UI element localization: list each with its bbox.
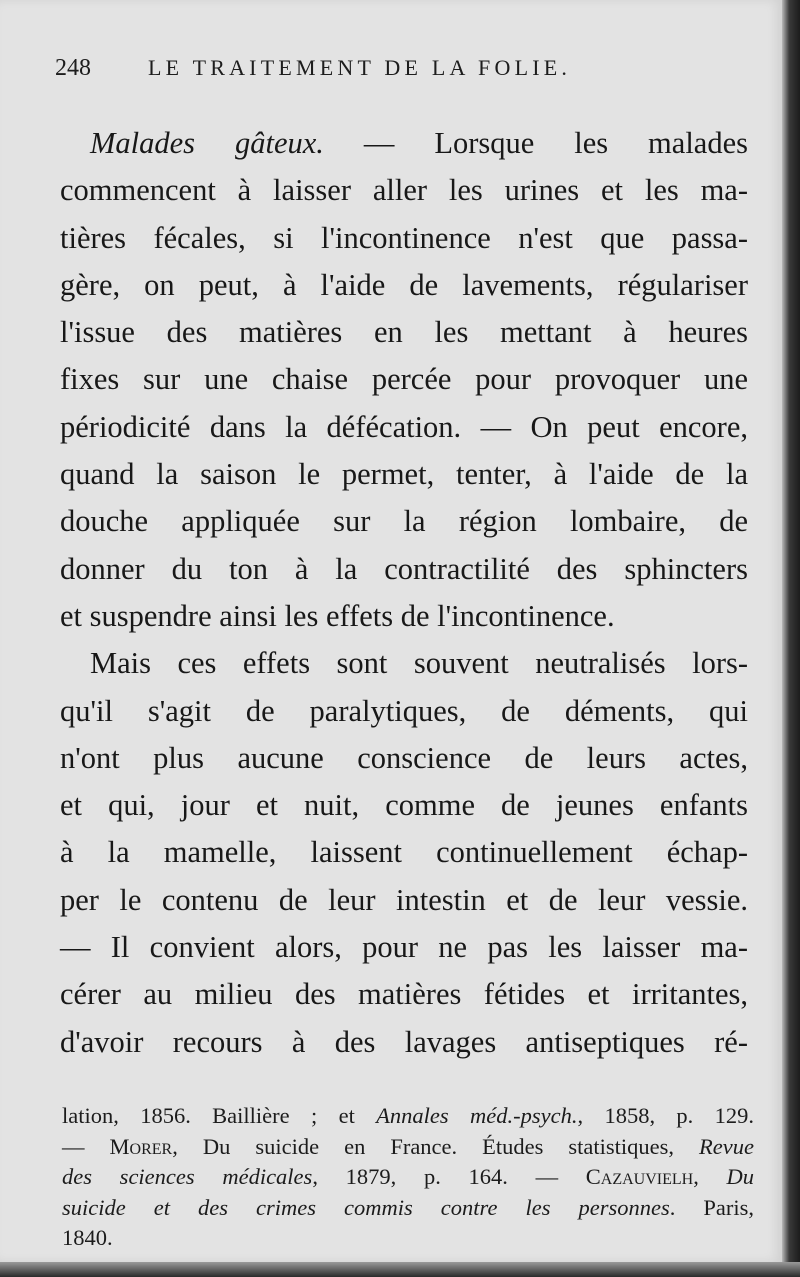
section-lead: Malades gâteux.	[90, 126, 324, 160]
footnote-line: 1840.	[62, 1225, 113, 1250]
text-span: suicide et des crimes commis contre les personnes	[62, 1194, 670, 1220]
text-line: douche appliquée sur la région lombaire, de	[60, 504, 748, 539]
text-line: à la mamelle, laissent continuellement échap-	[60, 835, 748, 870]
text-line: Mais ces effets sont souvent neutralisés lors-	[90, 646, 748, 681]
author-name: Cazauvielh	[585, 1164, 694, 1189]
text-line: n'ont plus aucune conscience de leurs actes,	[60, 740, 748, 775]
text-line: cérer au milieu des matières fétides et irritantes,	[60, 977, 748, 1012]
text-span: lation, 1856. Baillière ; et	[62, 1103, 377, 1128]
text-line: per le contenu de leur intestin et de leur vessie.	[60, 882, 748, 917]
text-line: — Il convient alors, pour ne pas les laisser ma-	[60, 930, 748, 965]
running-head	[55, 50, 655, 86]
text-line: donner du ton à la contractilité des sphincters	[60, 551, 748, 586]
text-line: et qui, jour et nuit, comme de jeunes enfants	[60, 788, 748, 823]
page-edge-right	[782, 0, 800, 1277]
text-line: et suspendre ainsi les effets de l'incontinence.	[60, 598, 615, 633]
text-span: ,	[693, 1164, 727, 1189]
text-span: , Du suicide en France. Études statistiques,	[172, 1133, 700, 1159]
footnote-line	[62, 1193, 754, 1224]
page-edge-bottom	[0, 1262, 800, 1277]
text-line	[60, 120, 748, 167]
main-text	[60, 120, 748, 1066]
text-line: l'issue des matières en les mettant à heures	[60, 315, 748, 350]
text-line: gère, on peut, à l'aide de lavements, régulariser	[60, 267, 748, 302]
running-title: LE TRAITEMENT DE LA FOLIE.	[148, 55, 572, 80]
text-span: , 1858, p. 129.	[577, 1103, 754, 1128]
footnote-line	[62, 1162, 754, 1193]
text-line: périodicité dans la défécation. — On peut encore,	[60, 409, 748, 444]
text-span: , 1879, p. 164. —	[312, 1164, 586, 1189]
text-span: . Paris,	[669, 1194, 755, 1220]
text-span: des sciences médicales	[62, 1164, 313, 1189]
text-line: fixes sur une chaise percée pour provoquer une	[60, 362, 748, 397]
footnote-line	[62, 1101, 754, 1132]
text-span: — Lorsque les malades	[323, 126, 748, 160]
text-span: —	[62, 1133, 110, 1159]
footnote-line	[62, 1132, 754, 1163]
text-span: Revue	[699, 1133, 755, 1159]
page-number: 248	[55, 55, 91, 81]
text-span: Annales méd.-psych.	[376, 1103, 578, 1128]
author-name: Morer	[109, 1133, 173, 1159]
text-line: tières fécales, si l'incontinence n'est que passa-	[60, 220, 748, 255]
text-line: d'avoir recours à des lavages antiseptiques ré-	[60, 1024, 748, 1059]
text-span: Du	[726, 1164, 755, 1189]
text-line: quand la saison le permet, tenter, à l'aide de la	[60, 457, 748, 492]
text-line: commencent à laisser aller les urines et les ma-	[60, 173, 748, 208]
text-line: qu'il s'agit de paralytiques, de déments, qui	[60, 693, 748, 728]
footnote	[62, 1101, 754, 1254]
